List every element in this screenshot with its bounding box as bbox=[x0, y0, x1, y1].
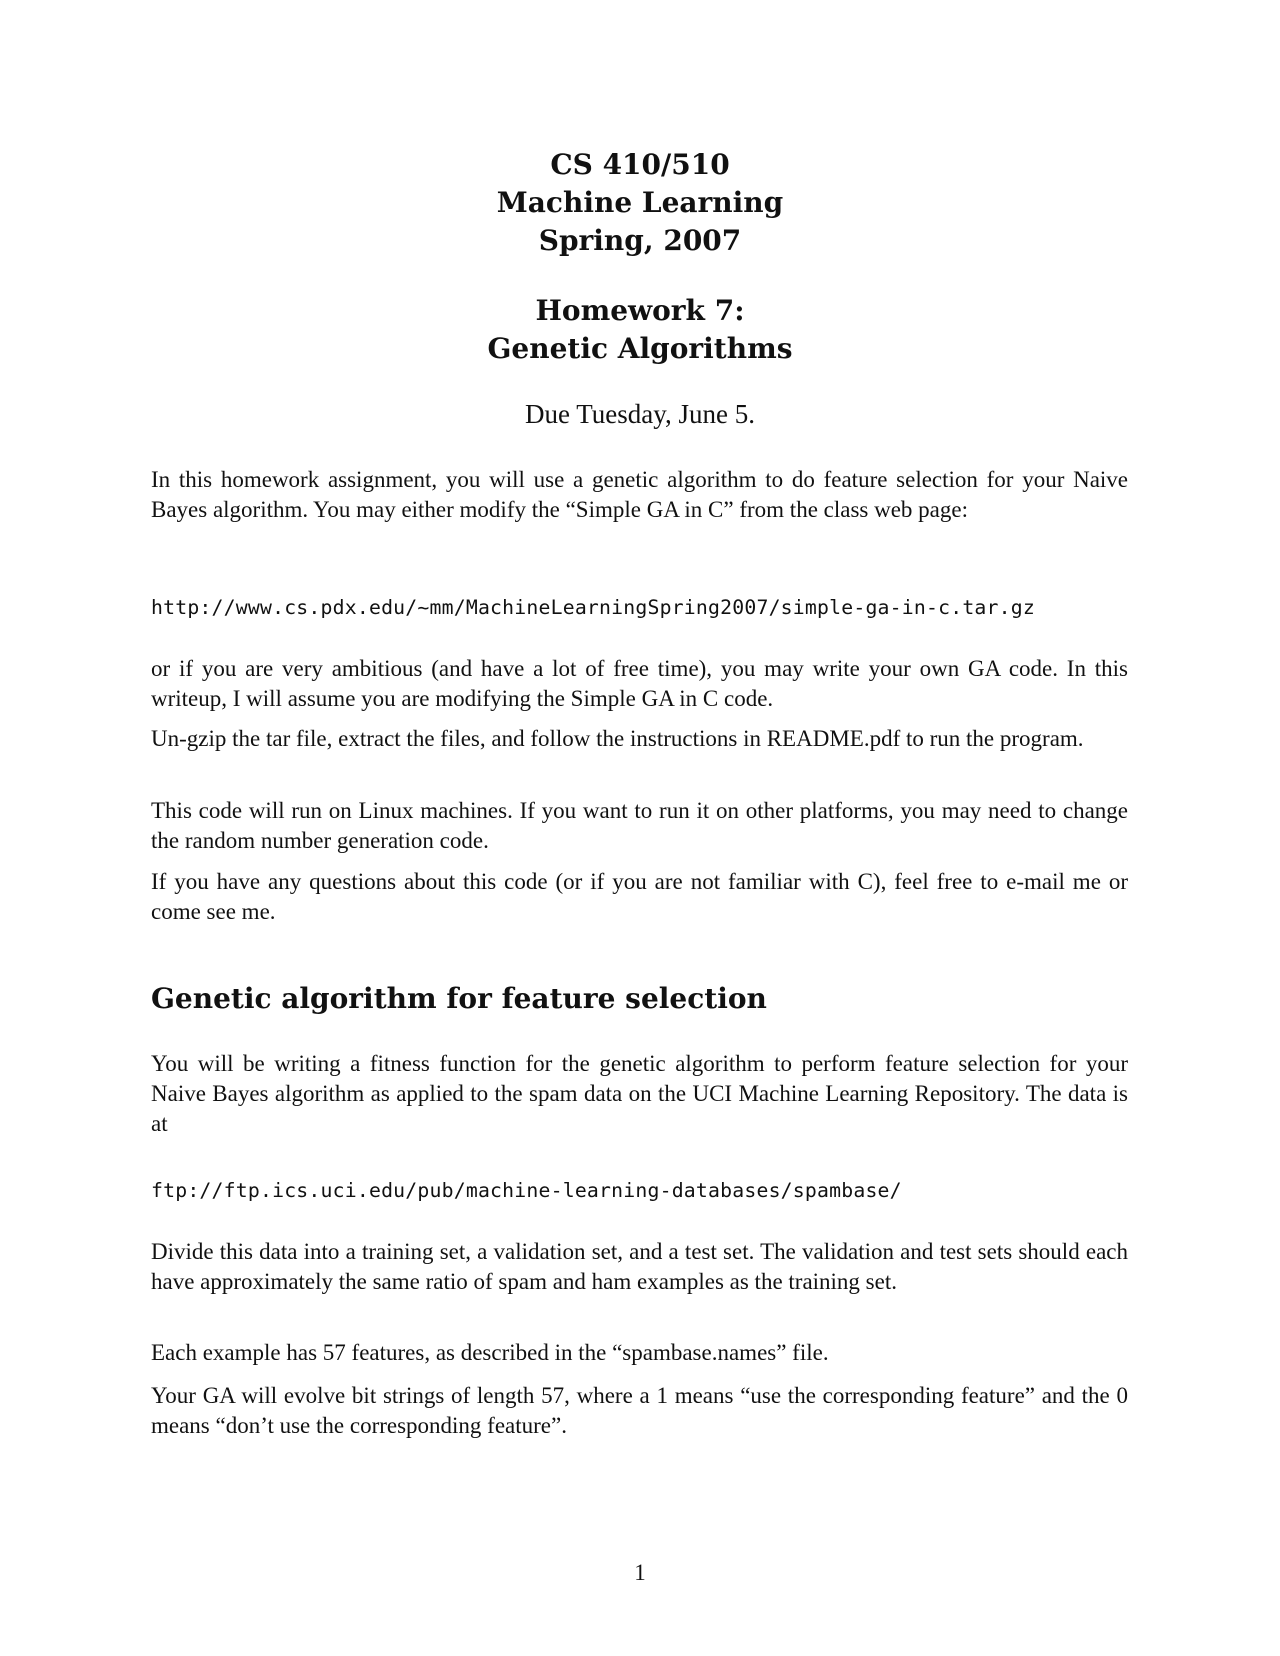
section-heading: Genetic algorithm for feature selection bbox=[151, 982, 767, 1015]
section-paragraph-4: Your GA will evolve bit strings of length 57, where a 1 means “use the corresponding feature” and the 0 means “don’t use the corresponding feature”. bbox=[151, 1383, 1128, 1438]
ga-code-url: http://www.cs.pdx.edu/~mm/MachineLearningSpring2007/simple-ga-in-c.tar.gz bbox=[151, 596, 1035, 619]
due-date-block bbox=[0, 396, 1280, 432]
intro-paragraph-2: or if you are very ambitious (and have a lot of free time), you may write your own GA code. In this writeup, I will assume you are modifying the Simple GA in C code. bbox=[151, 656, 1128, 711]
spambase-data-url: ftp://ftp.ics.uci.edu/pub/machine-learning-databases/spambase/ bbox=[151, 1179, 902, 1202]
intro-paragraph: In this homework assignment, you will use a genetic algorithm to do feature selection for your Naive Bayes algorithm. You may either modify the “Simple GA in C” from the class web page: bbox=[151, 467, 1128, 522]
course-term: Spring, 2007 bbox=[538, 224, 742, 257]
section-paragraph-3: Each example has 57 features, as described in the “spambase.names” file. bbox=[151, 1340, 829, 1365]
course-header bbox=[0, 146, 1280, 260]
section-paragraph-2: Divide this data into a training set, a validation set, and a test set. The validation and test sets should each have approximately the same ratio of spam and ham examples as the training set. bbox=[151, 1239, 1128, 1294]
section-paragraph-1: You will be writing a fitness function for the genetic algorithm to perform feature selection for your Naive Bayes algorithm as applied to the spam data on the UCI Machine Learning Repository. The data is at bbox=[151, 1051, 1128, 1136]
intro-paragraph-5: If you have any questions about this code (or if you are not familiar with C), feel free to e-mail me or come see me. bbox=[151, 869, 1128, 924]
homework-number: Homework 7: bbox=[535, 294, 745, 327]
page-number: 1 bbox=[634, 1560, 646, 1585]
course-name: Machine Learning bbox=[496, 186, 784, 219]
course-number: CS 410/510 bbox=[550, 148, 730, 181]
intro-paragraph-4: This code will run on Linux machines. If you want to run it on other platforms, you may need to change the random number generation code. bbox=[151, 798, 1128, 853]
intro-paragraph-3: Un-gzip the tar file, extract the files, and follow the instructions in README.pdf to run the program. bbox=[151, 726, 1084, 751]
homework-header bbox=[0, 292, 1280, 368]
due-date: Due Tuesday, June 5. bbox=[524, 399, 755, 429]
homework-topic: Genetic Algorithms bbox=[487, 332, 793, 365]
